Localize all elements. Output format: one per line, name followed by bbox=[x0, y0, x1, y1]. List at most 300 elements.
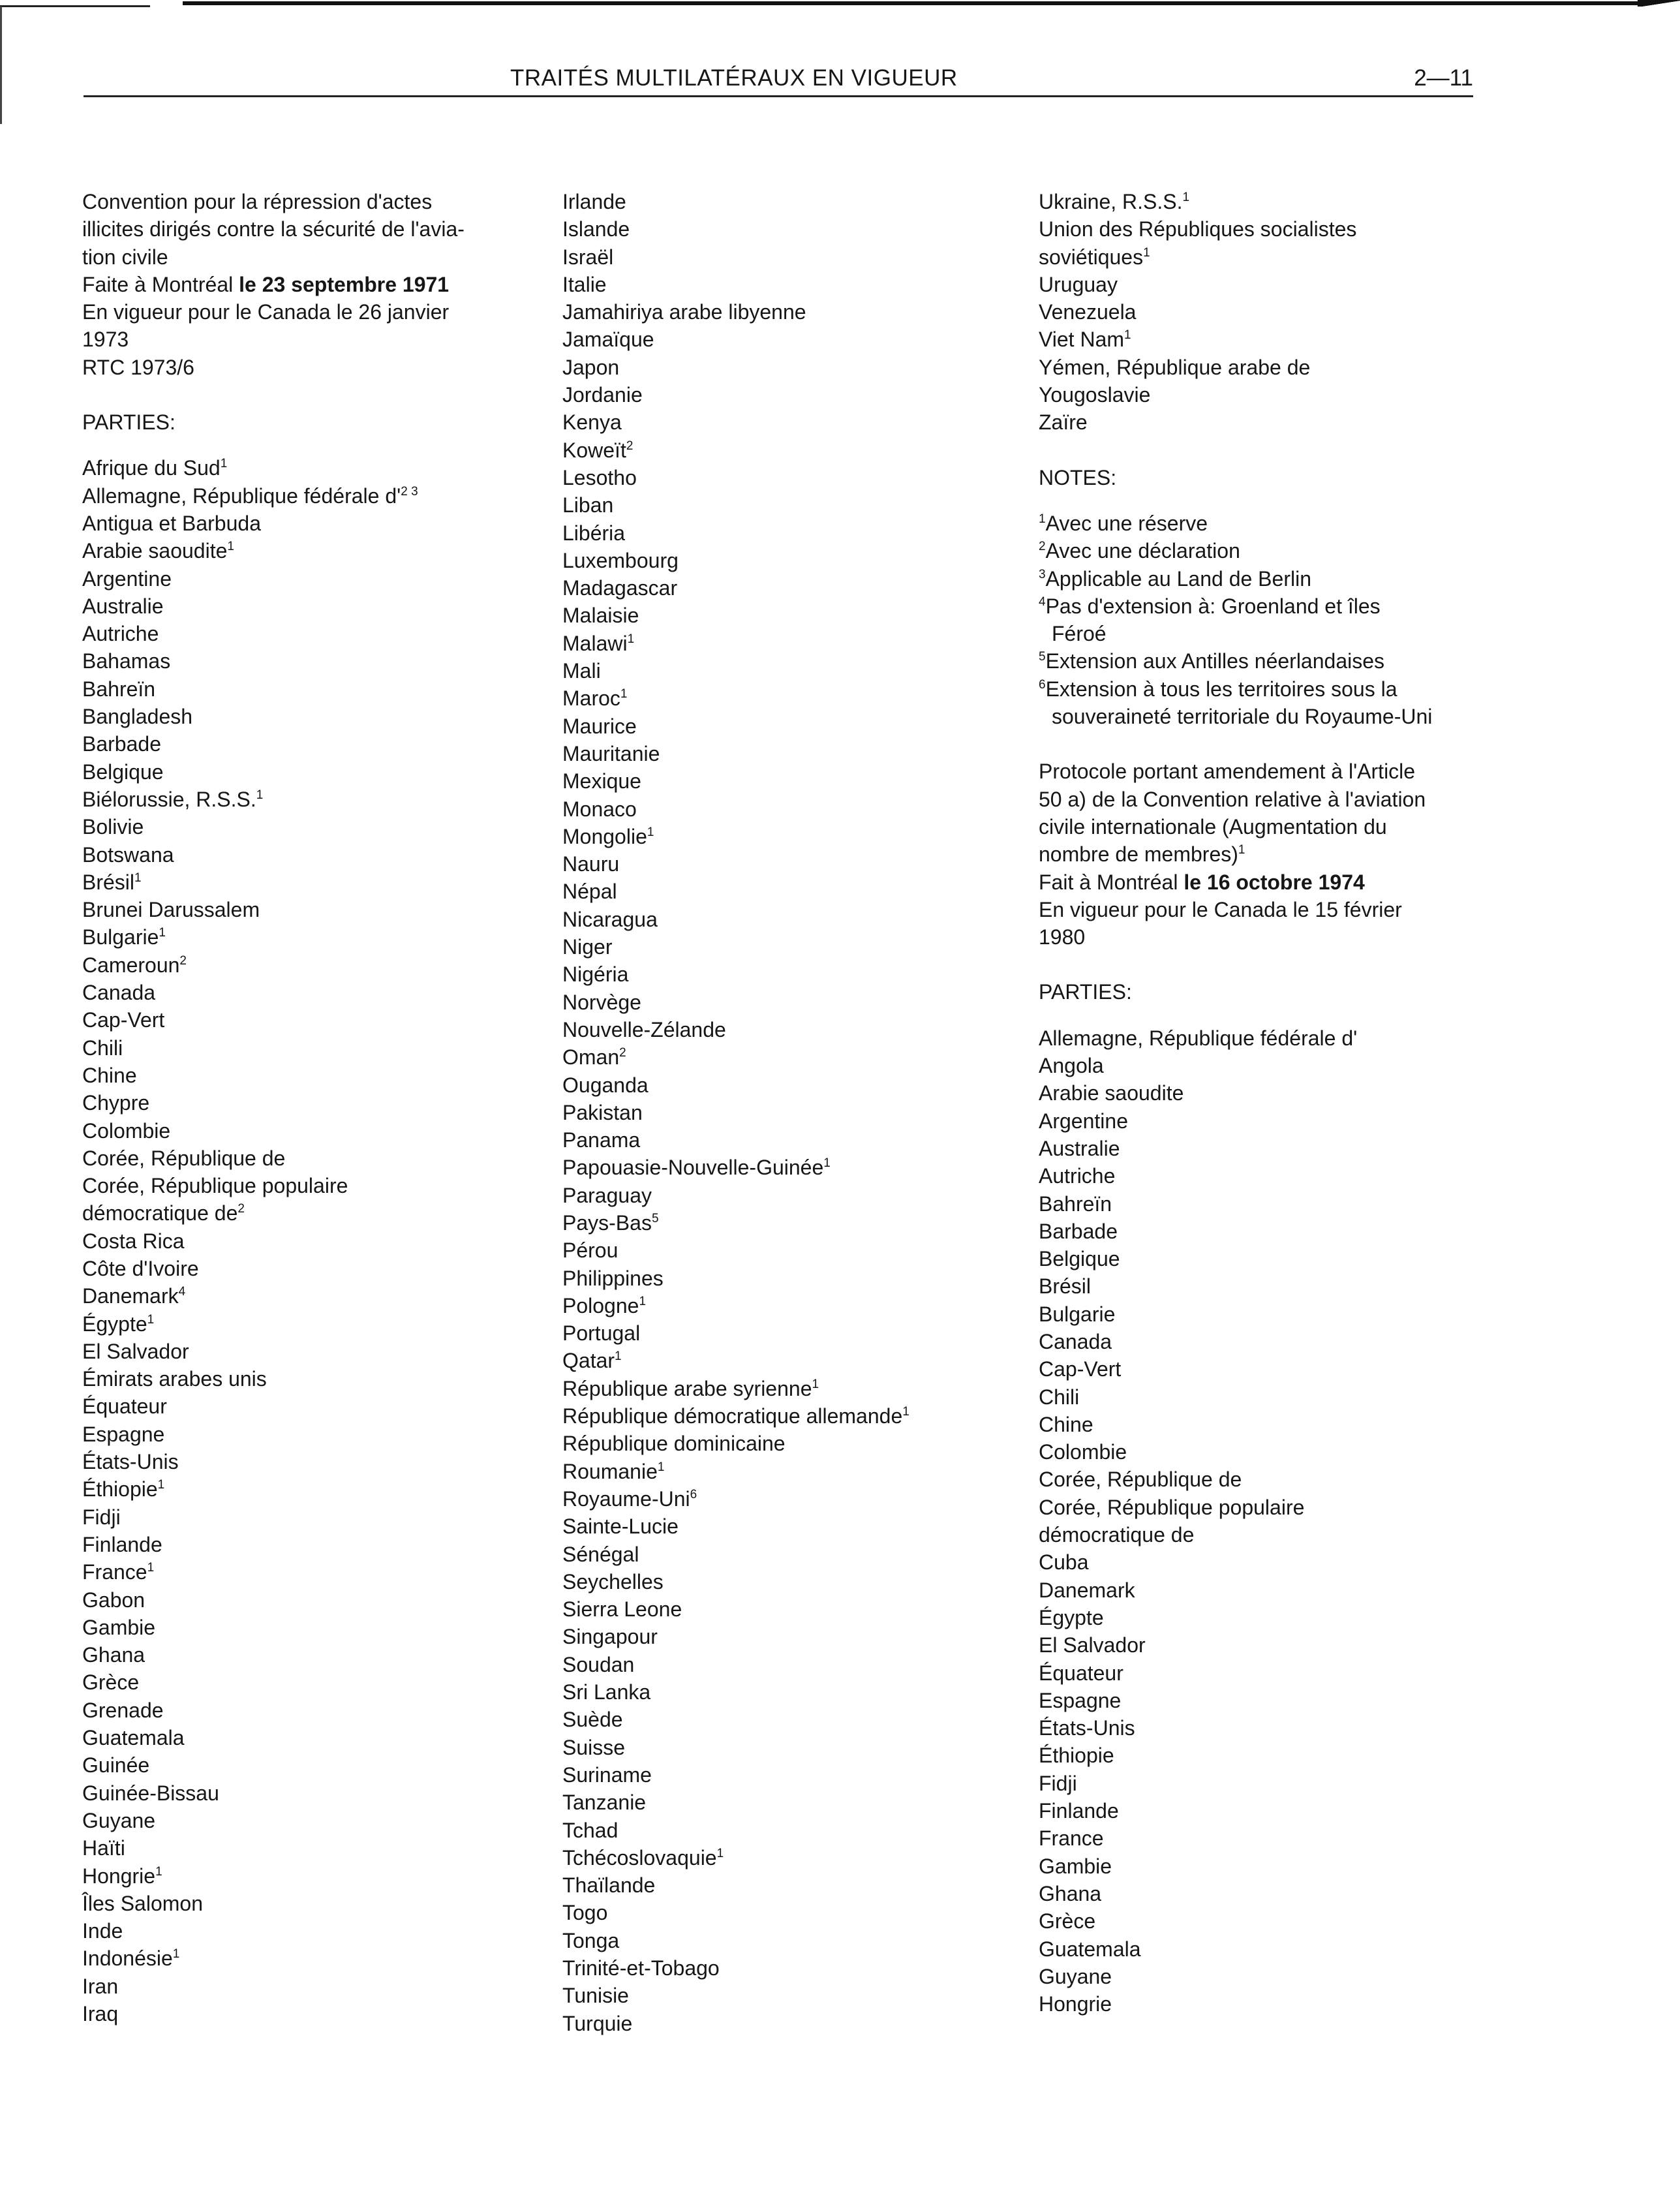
party-item bbox=[1039, 215, 1489, 243]
party-item bbox=[562, 1623, 1006, 1650]
footnote-ref: 2 bbox=[619, 1046, 626, 1060]
party-name: Yougoslavie bbox=[1039, 383, 1151, 407]
party-name: Irlande bbox=[562, 190, 626, 213]
party-name: Colombie bbox=[82, 1118, 171, 1143]
party-name: Paraguay bbox=[562, 1183, 652, 1207]
party-item bbox=[1039, 1963, 1489, 1990]
party-item bbox=[1039, 1604, 1489, 1631]
party-name: Fidji bbox=[1039, 1771, 1077, 1795]
party-item bbox=[562, 1982, 1006, 2009]
party-item bbox=[1039, 1659, 1489, 1687]
party-name: Togo bbox=[562, 1901, 608, 1925]
party-name: Pérou bbox=[562, 1239, 619, 1263]
party-name: Mauritanie bbox=[562, 741, 660, 765]
party-item bbox=[562, 1541, 1006, 1568]
party-name: Bahreïn bbox=[82, 677, 156, 701]
treaty1-parties-list-c bbox=[1039, 188, 1489, 437]
party-item bbox=[1039, 188, 1489, 215]
treaty1-title-line: Convention pour la répression d'actes bbox=[82, 190, 433, 213]
party-name: Oman bbox=[562, 1045, 620, 1070]
party-name: Bahamas bbox=[82, 649, 171, 673]
party-item bbox=[82, 1724, 532, 1751]
party-name: Suisse bbox=[562, 1735, 626, 1759]
party-item bbox=[1039, 1907, 1489, 1935]
party-item bbox=[562, 188, 1006, 215]
footnote-ref: 1 bbox=[1124, 328, 1131, 343]
footnote-ref: 2 bbox=[237, 1202, 245, 1216]
party-name: Autriche bbox=[82, 622, 159, 646]
party-name: Corée, République populaire bbox=[1039, 1495, 1305, 1519]
party-item bbox=[1039, 1355, 1489, 1383]
party-item bbox=[82, 1807, 532, 1834]
party-item bbox=[562, 713, 1006, 740]
party-name: Suriname bbox=[562, 1763, 652, 1787]
party-item bbox=[562, 2010, 1006, 2037]
party-name: Zaïre bbox=[1039, 410, 1088, 435]
party-name: Corée, République populaire bbox=[82, 1174, 348, 1198]
party-name: Bolivie bbox=[82, 815, 144, 839]
party-item bbox=[82, 1862, 532, 1890]
footnote-ref: 1 bbox=[256, 788, 264, 802]
party-name: Panama bbox=[562, 1128, 641, 1152]
party-item bbox=[562, 1126, 1006, 1154]
party-item bbox=[562, 547, 1006, 574]
party-name: Gambie bbox=[82, 1615, 156, 1639]
party-item bbox=[562, 1817, 1006, 1844]
party-item bbox=[1039, 1162, 1489, 1190]
party-item bbox=[1039, 1135, 1489, 1162]
party-name: Singapour bbox=[562, 1625, 658, 1649]
treaty1-rtc: RTC 1973/6 bbox=[82, 355, 194, 379]
treaty1-notes-list bbox=[1039, 510, 1489, 730]
party-name: Madagascar bbox=[562, 576, 678, 600]
party-item bbox=[82, 1006, 532, 1034]
column-middle bbox=[562, 188, 1006, 2037]
party-item bbox=[562, 1734, 1006, 1761]
party-item bbox=[1039, 1687, 1489, 1714]
party-item bbox=[1039, 381, 1489, 408]
party-item bbox=[1039, 1218, 1489, 1245]
party-name: Argentine bbox=[1039, 1109, 1128, 1133]
footnote-ref: 1 bbox=[639, 1294, 647, 1308]
treaty2-parties-list bbox=[1039, 1024, 1489, 2018]
party-item bbox=[562, 767, 1006, 795]
party-name: Chili bbox=[1039, 1385, 1080, 1409]
party-name: Seychelles bbox=[562, 1569, 664, 1593]
party-item bbox=[82, 1310, 532, 1338]
party-name: Australie bbox=[1039, 1136, 1120, 1160]
party-item bbox=[82, 1062, 532, 1089]
party-name: Monaco bbox=[562, 797, 637, 821]
party-name: Grèce bbox=[1039, 1909, 1096, 1933]
party-item bbox=[82, 647, 532, 675]
note-line bbox=[1039, 593, 1489, 620]
treaty2-done-date: le 16 octobre 1974 bbox=[1184, 870, 1365, 894]
party-item bbox=[1039, 1411, 1489, 1438]
party-name: Chili bbox=[82, 1036, 123, 1060]
party-item bbox=[1039, 1245, 1489, 1272]
party-item bbox=[562, 1789, 1006, 1816]
party-name: Hongrie bbox=[82, 1864, 156, 1888]
party-item bbox=[82, 1586, 532, 1614]
party-name: Autriche bbox=[1039, 1164, 1116, 1188]
party-name: Cameroun bbox=[82, 953, 180, 977]
party-item bbox=[82, 979, 532, 1006]
party-item bbox=[82, 896, 532, 923]
party-name: Qatar bbox=[562, 1349, 615, 1373]
party-item bbox=[562, 354, 1006, 381]
party-item bbox=[82, 1034, 532, 1062]
party-name: Israël bbox=[562, 245, 614, 269]
party-name: El Salvador bbox=[82, 1339, 189, 1363]
party-name: Hongrie bbox=[1039, 1992, 1112, 2016]
party-name: Grèce bbox=[82, 1670, 140, 1695]
treaty2-title-line: 50 a) de la Convention relative à l'aviation bbox=[1039, 787, 1426, 811]
party-item bbox=[562, 795, 1006, 823]
party-item bbox=[1039, 1577, 1489, 1604]
spacer bbox=[1039, 730, 1489, 758]
page-header bbox=[84, 65, 1473, 97]
note-text: Pas d'extension à: Groenland et îles bbox=[1045, 594, 1381, 618]
party-item bbox=[1039, 1438, 1489, 1466]
party-name: Ouganda bbox=[562, 1073, 649, 1097]
party-name: Maurice bbox=[562, 714, 637, 738]
party-name: Roumanie bbox=[562, 1459, 658, 1483]
treaty1-title-line: illicites dirigés contre la sécurité de l'avia- bbox=[82, 217, 465, 241]
party-item bbox=[82, 1475, 532, 1503]
treaty2-parties-heading: PARTIES: bbox=[1039, 980, 1132, 1004]
party-item bbox=[1039, 1272, 1489, 1300]
footnote-ref: 6 bbox=[690, 1487, 697, 1501]
column-right bbox=[1039, 188, 1489, 2018]
footnote-ref: 1 bbox=[155, 1864, 162, 1879]
note-line bbox=[1039, 647, 1489, 675]
party-item bbox=[82, 1421, 532, 1448]
party-item bbox=[1039, 1079, 1489, 1107]
party-item bbox=[82, 537, 532, 564]
note-text: Extension à tous les territoires sous la bbox=[1045, 677, 1397, 701]
party-name: Angola bbox=[1039, 1054, 1104, 1078]
party-name: Brésil bbox=[82, 870, 135, 894]
party-name: Gabon bbox=[82, 1588, 145, 1612]
party-name: Cap-Vert bbox=[1039, 1357, 1122, 1381]
party-item bbox=[1039, 1190, 1489, 1218]
party-name: Finlande bbox=[1039, 1799, 1119, 1823]
party-name: Grenade bbox=[82, 1698, 164, 1722]
footnote-ref: 1 bbox=[615, 1349, 622, 1364]
party-name: Japon bbox=[562, 355, 620, 379]
footnote-ref: 1 bbox=[823, 1156, 831, 1171]
party-name: El Salvador bbox=[1039, 1633, 1146, 1657]
party-item bbox=[562, 1375, 1006, 1402]
party-item bbox=[82, 1751, 532, 1779]
party-item bbox=[82, 1255, 532, 1282]
party-item bbox=[82, 1448, 532, 1475]
party-item bbox=[1039, 1052, 1489, 1079]
party-name: Brunei Darussalem bbox=[82, 898, 260, 922]
party-item bbox=[562, 519, 1006, 547]
treaty1-parties-list-b bbox=[562, 188, 1006, 2037]
party-name: Équateur bbox=[82, 1394, 167, 1419]
note-line bbox=[1039, 565, 1489, 593]
party-name: Cuba bbox=[1039, 1550, 1089, 1575]
party-item bbox=[562, 823, 1006, 850]
party-item bbox=[82, 841, 532, 869]
party-name: Guatemala bbox=[82, 1726, 185, 1750]
party-name: Yémen, République arabe de bbox=[1039, 355, 1311, 379]
party-item bbox=[82, 730, 532, 758]
party-name: Pologne bbox=[562, 1293, 639, 1317]
party-name: Danemark bbox=[1039, 1578, 1135, 1602]
treaty2-title bbox=[1039, 758, 1489, 868]
party-item bbox=[1039, 1466, 1489, 1493]
party-name: Barbade bbox=[82, 732, 161, 756]
party-name: Népal bbox=[562, 880, 617, 904]
party-item bbox=[1039, 298, 1489, 326]
party-name: Philippines bbox=[562, 1266, 664, 1290]
party-name: France bbox=[82, 1560, 147, 1584]
party-item bbox=[82, 1834, 532, 1862]
party-name: Uruguay bbox=[1039, 272, 1118, 296]
party-item bbox=[1039, 1024, 1489, 1052]
party-name: Guyane bbox=[82, 1808, 156, 1832]
party-name: Chine bbox=[1039, 1412, 1093, 1436]
party-name: États-Unis bbox=[82, 1450, 179, 1474]
party-name: Guinée bbox=[82, 1753, 150, 1778]
note-number: 4 bbox=[1039, 594, 1046, 609]
party-name: Soudan bbox=[562, 1652, 635, 1676]
party-item bbox=[82, 923, 532, 951]
party-name: France bbox=[1039, 1826, 1104, 1851]
party-name: États-Unis bbox=[1039, 1716, 1135, 1740]
party-name: Espagne bbox=[82, 1422, 165, 1446]
party-item bbox=[562, 1043, 1006, 1071]
treaty2-done-at bbox=[1039, 869, 1489, 896]
party-name: Argentine bbox=[82, 566, 172, 591]
party-item bbox=[1039, 1631, 1489, 1659]
party-item bbox=[82, 813, 532, 840]
party-item bbox=[562, 215, 1006, 243]
party-name: Antigua et Barbuda bbox=[82, 511, 261, 535]
note-line bbox=[1039, 620, 1489, 647]
party-name: Venezuela bbox=[1039, 300, 1137, 324]
spacer bbox=[1039, 491, 1489, 510]
note-line bbox=[1039, 510, 1489, 537]
party-name: Nicaragua bbox=[562, 907, 658, 931]
party-name: Pays-Bas bbox=[562, 1210, 652, 1235]
party-item bbox=[1039, 1824, 1489, 1852]
party-name: Pakistan bbox=[562, 1100, 643, 1124]
footnote-ref: 1 bbox=[716, 1846, 724, 1860]
party-item bbox=[82, 1227, 532, 1255]
party-name: Tonga bbox=[562, 1928, 620, 1952]
party-item bbox=[1039, 1301, 1489, 1328]
party-item bbox=[562, 1761, 1006, 1789]
party-item bbox=[562, 630, 1006, 657]
party-name: Belgique bbox=[1039, 1247, 1120, 1271]
footnote-ref: 1 bbox=[902, 1405, 909, 1419]
party-name: Arabie saoudite bbox=[1039, 1081, 1184, 1105]
party-name: Liban bbox=[562, 493, 614, 517]
party-item bbox=[1039, 1853, 1489, 1880]
party-item bbox=[82, 1531, 532, 1558]
party-name: soviétiques bbox=[1039, 245, 1144, 269]
party-item bbox=[82, 675, 532, 703]
top-rule-thick bbox=[183, 1, 1638, 5]
party-item bbox=[82, 1282, 532, 1310]
party-name: Portugal bbox=[562, 1321, 641, 1346]
treaty2-in-force-line: 1980 bbox=[1039, 925, 1086, 949]
party-name: Finlande bbox=[82, 1532, 162, 1556]
party-item bbox=[562, 989, 1006, 1016]
party-name: Koweït bbox=[562, 438, 626, 462]
party-item bbox=[562, 271, 1006, 298]
party-item bbox=[1039, 1714, 1489, 1742]
party-item bbox=[82, 1558, 532, 1586]
party-name: Côte d'Ivoire bbox=[82, 1256, 199, 1280]
party-name: Norvège bbox=[562, 990, 641, 1014]
treaty1-parties-list-a bbox=[82, 454, 532, 2027]
party-item bbox=[562, 1513, 1006, 1540]
party-item bbox=[1039, 1383, 1489, 1411]
note-text: Féroé bbox=[1052, 622, 1107, 646]
party-name: Guinée-Bissau bbox=[82, 1781, 219, 1805]
party-item bbox=[82, 1973, 532, 2000]
party-name: Trinité-et-Tobago bbox=[562, 1956, 720, 1980]
party-name: Maroc bbox=[562, 686, 620, 711]
footnote-ref: 5 bbox=[651, 1211, 659, 1225]
party-name: Jamaïque bbox=[562, 328, 654, 352]
party-name: Kenya bbox=[562, 410, 622, 435]
party-name: Royaume-Uni bbox=[562, 1486, 690, 1511]
note-line bbox=[1039, 537, 1489, 564]
footnote-ref: 4 bbox=[178, 1285, 186, 1299]
party-item bbox=[562, 1927, 1006, 1954]
party-item bbox=[562, 1209, 1006, 1237]
party-item bbox=[562, 685, 1006, 712]
party-name: Canada bbox=[82, 981, 156, 1005]
party-item bbox=[1039, 408, 1489, 436]
party-item bbox=[82, 1199, 532, 1227]
party-name: Belgique bbox=[82, 760, 164, 784]
footnote-ref: 1 bbox=[147, 1561, 155, 1575]
party-item bbox=[82, 1089, 532, 1116]
party-name: Fidji bbox=[82, 1505, 121, 1529]
header-rule bbox=[84, 95, 1473, 97]
party-name: Sénégal bbox=[562, 1542, 639, 1566]
party-item bbox=[562, 961, 1006, 988]
party-item bbox=[562, 1154, 1006, 1181]
note-text: Extension aux Antilles néerlandaises bbox=[1045, 649, 1385, 673]
party-name: Danemark bbox=[82, 1284, 179, 1308]
party-item bbox=[562, 850, 1006, 878]
party-item bbox=[562, 491, 1006, 519]
party-name: République arabe syrienne bbox=[562, 1376, 812, 1400]
party-item bbox=[562, 1319, 1006, 1347]
footnote-ref: 1 bbox=[220, 457, 228, 471]
party-item bbox=[82, 1641, 532, 1669]
party-name: Canada bbox=[1039, 1329, 1112, 1353]
party-name: Australie bbox=[82, 594, 164, 618]
party-name: Éthiopie bbox=[1039, 1744, 1114, 1768]
treaty2-title-line: civile internationale (Augmentation du bbox=[1039, 814, 1387, 839]
party-name: Îles Salomon bbox=[82, 1891, 203, 1915]
party-item bbox=[1039, 1935, 1489, 1963]
note-number: 5 bbox=[1039, 650, 1046, 664]
party-name: Colombie bbox=[1039, 1440, 1127, 1464]
party-item bbox=[82, 1393, 532, 1420]
top-rule-thin bbox=[0, 5, 150, 7]
spacer bbox=[1039, 1006, 1489, 1024]
party-name: Botswana bbox=[82, 842, 174, 867]
party-item bbox=[82, 1669, 532, 1696]
party-name: Ukraine, R.S.S. bbox=[1039, 190, 1183, 213]
party-item bbox=[562, 1706, 1006, 1733]
party-name: Malawi bbox=[562, 631, 628, 655]
treaty2-title-last: nombre de membres) bbox=[1039, 842, 1238, 867]
party-name: Équateur bbox=[1039, 1661, 1123, 1685]
party-item bbox=[562, 464, 1006, 491]
party-name: Bangladesh bbox=[82, 705, 193, 729]
party-item bbox=[82, 1614, 532, 1641]
party-name: Bulgarie bbox=[1039, 1302, 1116, 1326]
party-name: Barbade bbox=[1039, 1219, 1118, 1243]
party-item bbox=[82, 565, 532, 593]
party-name: Turquie bbox=[562, 2011, 633, 2035]
treaty2-title-line: Protocole portant amendement à l'Article bbox=[1039, 760, 1416, 784]
party-item bbox=[562, 1844, 1006, 1871]
party-item bbox=[1039, 243, 1489, 271]
party-item bbox=[562, 1458, 1006, 1485]
party-item bbox=[562, 574, 1006, 602]
party-name: Corée, République de bbox=[82, 1146, 286, 1170]
party-name: Nauru bbox=[562, 852, 620, 876]
party-item bbox=[562, 1954, 1006, 1982]
top-scan-rule bbox=[0, 0, 1680, 9]
party-name: Viet Nam bbox=[1039, 328, 1125, 352]
party-name: Arabie saoudite bbox=[82, 539, 228, 563]
treaty1-done-at bbox=[82, 271, 532, 298]
party-item bbox=[1039, 1328, 1489, 1355]
note-text: Avec une déclaration bbox=[1045, 539, 1240, 563]
party-name: Costa Rica bbox=[82, 1229, 185, 1253]
footnote-ref: 2 bbox=[626, 439, 634, 453]
party-name: Ghana bbox=[1039, 1881, 1102, 1905]
party-item bbox=[82, 482, 532, 510]
party-name: Cap-Vert bbox=[82, 1008, 165, 1032]
party-name: République dominicaine bbox=[562, 1432, 786, 1456]
treaty1-done-date: le 23 septembre 1971 bbox=[239, 272, 450, 296]
footnote-ref: 1 bbox=[172, 1947, 180, 1962]
party-item bbox=[562, 906, 1006, 933]
treaty2-title-line bbox=[1039, 840, 1489, 868]
party-name: Indonésie bbox=[82, 1947, 173, 1971]
party-name: Tchad bbox=[562, 1818, 619, 1842]
party-name: Allemagne, République fédérale d' bbox=[1039, 1026, 1358, 1050]
spacer bbox=[1039, 951, 1489, 978]
treaty1-title-line: tion civile bbox=[82, 245, 168, 269]
party-item bbox=[562, 437, 1006, 464]
party-item bbox=[562, 326, 1006, 353]
party-name: Luxembourg bbox=[562, 548, 679, 572]
party-name: démocratique de bbox=[1039, 1523, 1195, 1547]
party-item bbox=[82, 1697, 532, 1724]
party-name: Biélorussie, R.S.S. bbox=[82, 787, 256, 811]
party-name: démocratique de bbox=[82, 1201, 238, 1225]
party-name: Haïti bbox=[82, 1836, 125, 1860]
party-item bbox=[1039, 1548, 1489, 1576]
note-number: 6 bbox=[1039, 677, 1046, 692]
